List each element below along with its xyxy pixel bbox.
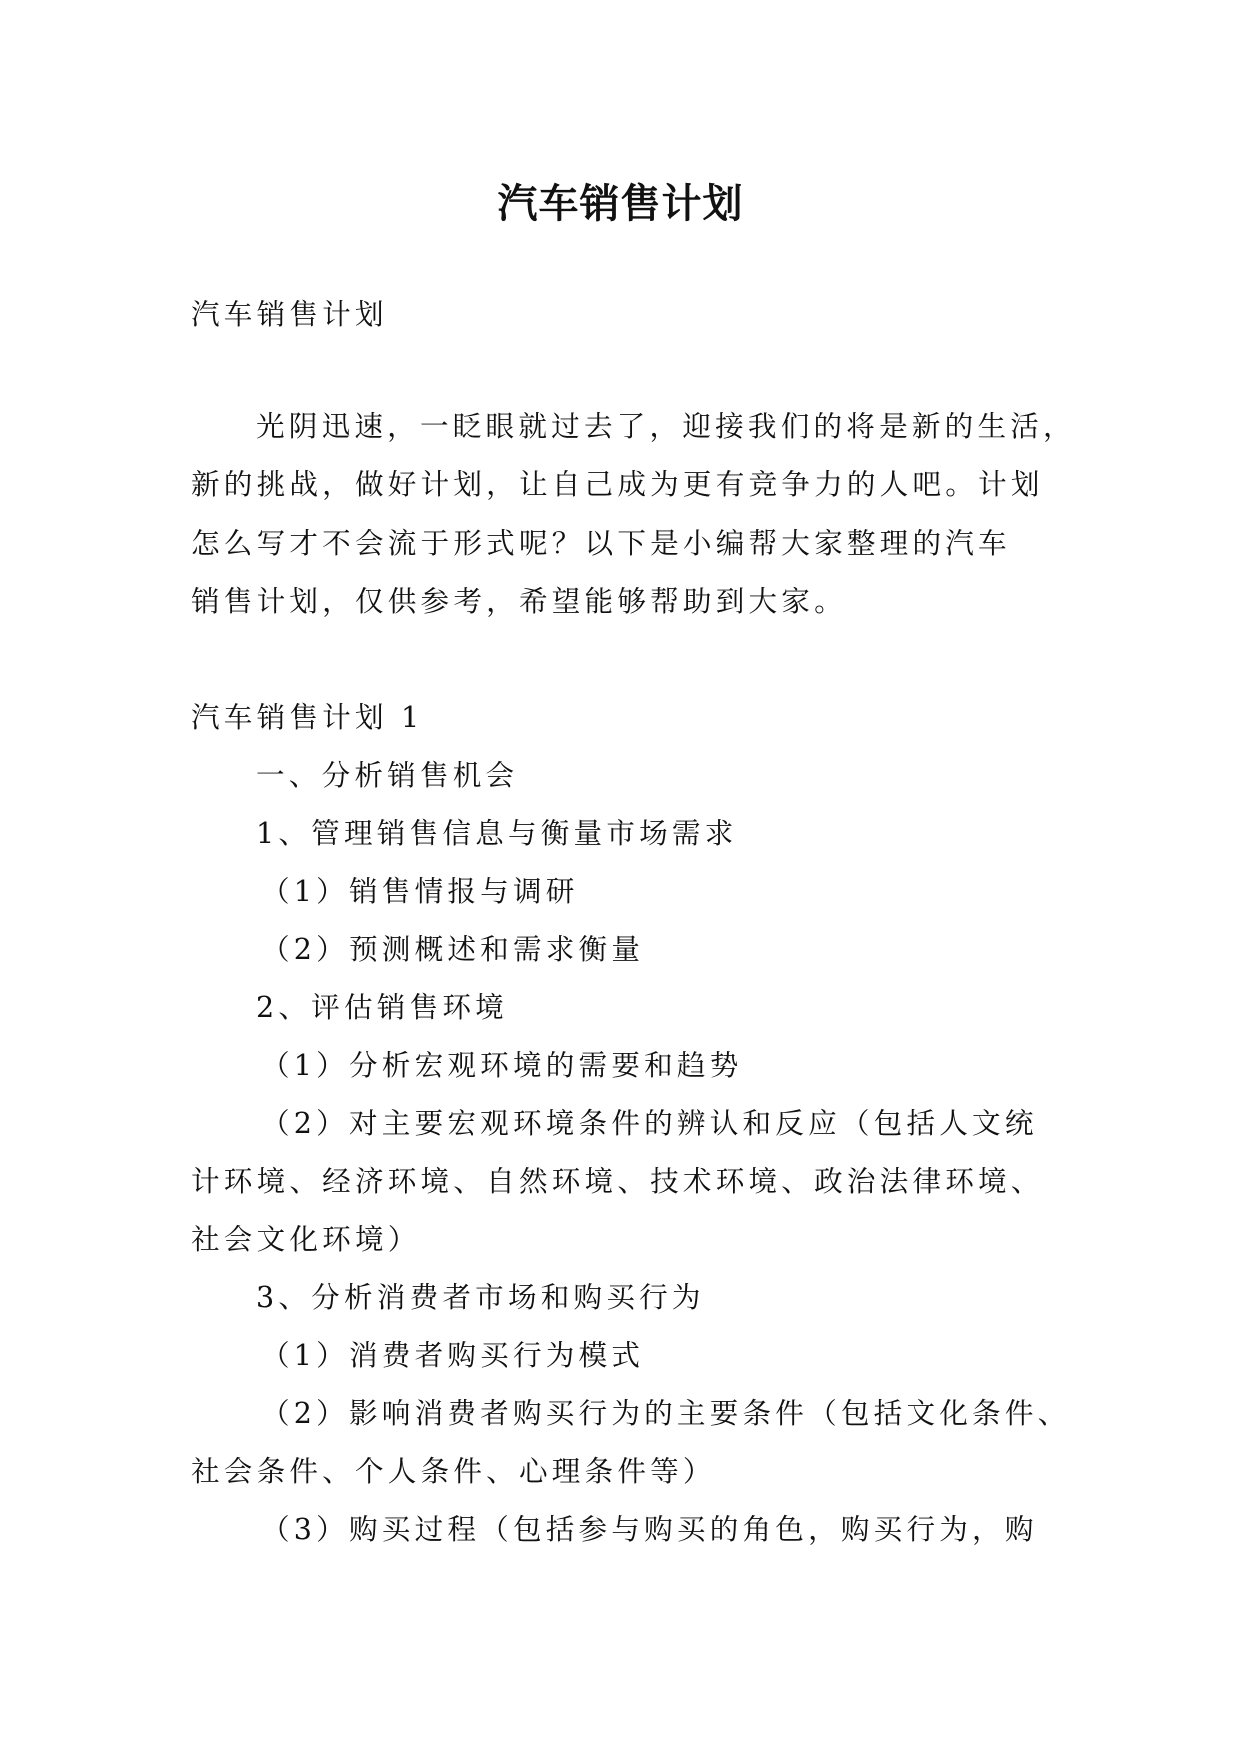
outline-subitem: （2）对主要宏观环境条件的辨认和反应（包括人文统 bbox=[261, 1106, 1038, 1140]
outline-item: 2、评估销售环境 bbox=[256, 990, 508, 1024]
outline-subitem: （3）购买过程（包括参与购买的角色，购买行为，购 bbox=[261, 1512, 1038, 1546]
outline-continuation: 计环境、经济环境、自然环境、技术环境、政治法律环境、 bbox=[191, 1164, 1044, 1198]
intro-line-1: 光阴迅速，一眨眼就过去了，迎接我们的将是新的生活， bbox=[256, 409, 1076, 443]
outline-subitem: （1）消费者购买行为模式 bbox=[261, 1338, 645, 1372]
outline-continuation: 社会条件、个人条件、心理条件等） bbox=[191, 1454, 716, 1488]
intro-line-3: 怎么写才不会流于形式呢？以下是小编帮大家整理的汽车 bbox=[191, 526, 1011, 560]
outline-subitem: （2）影响消费者购买行为的主要条件（包括文化条件、 bbox=[261, 1396, 1071, 1430]
outline-heading: 一、分析销售机会 bbox=[256, 758, 519, 792]
document-title: 汽车销售计划 bbox=[497, 180, 744, 227]
outline-subitem: （2）预测概述和需求衡量 bbox=[261, 932, 645, 966]
outline-subitem: （1）销售情报与调研 bbox=[261, 874, 579, 908]
outline-item: 1、管理销售信息与衡量市场需求 bbox=[256, 816, 738, 850]
intro-line-4: 销售计划，仅供参考，希望能够帮助到大家。 bbox=[191, 584, 847, 618]
doc-subtitle: 汽车销售计划 bbox=[191, 297, 388, 331]
intro-line-2: 新的挑战，做好计划，让自己成为更有竞争力的人吧。计划 bbox=[191, 467, 1044, 501]
outline-item: 3、分析消费者市场和购买行为 bbox=[256, 1280, 705, 1314]
outline-subitem: （1）分析宏观环境的需要和趋势 bbox=[261, 1048, 743, 1082]
section-heading: 汽车销售计划 1 bbox=[191, 700, 424, 734]
outline-continuation: 社会文化环境） bbox=[191, 1222, 421, 1256]
